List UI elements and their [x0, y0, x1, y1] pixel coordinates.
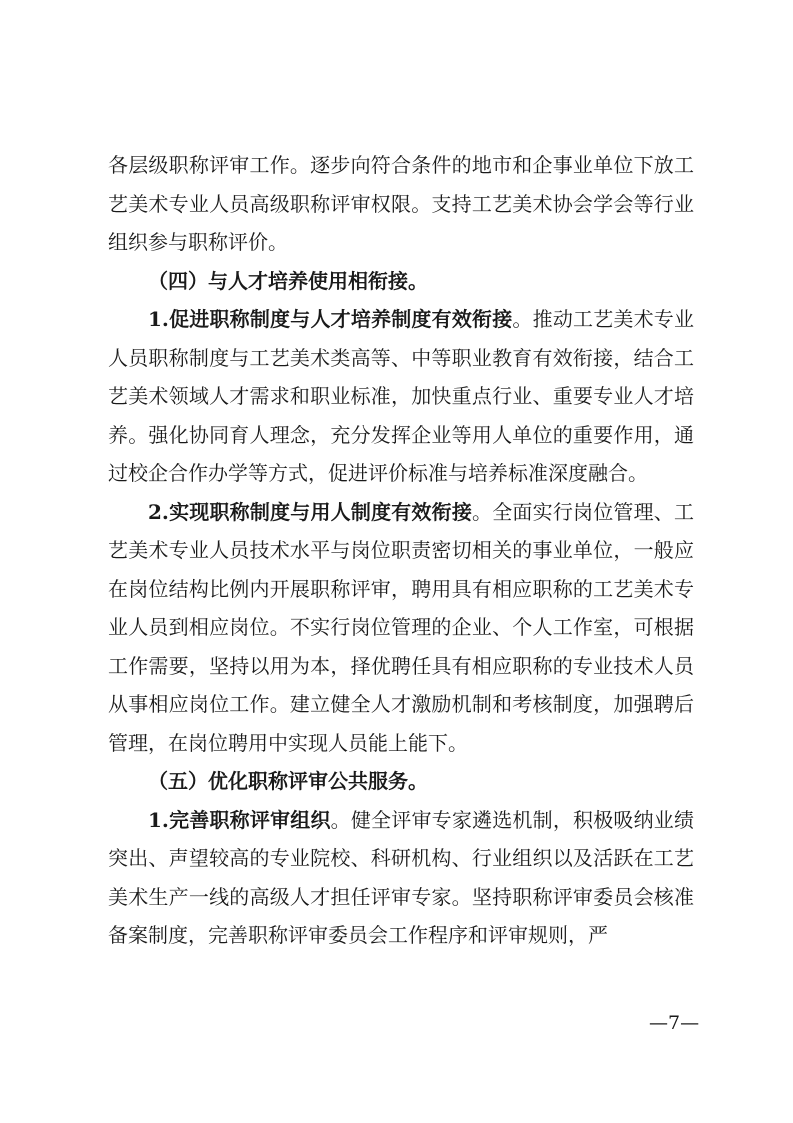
item-body-text: 。全面实行岗位管理、工艺美术专业人员技术水平与岗位职责密切相关的事业单位，一般应在岗位结构比例内开展职称评审，聘用具有相应职称的工艺美术专业人员到相应岗位。不实行岗位管理的企业、个人工作室，可根据工作需要，坚持以用为本，择优聘任具有相应职称的专业技术人员从事相应岗位工作。建立健全人才激励机制和考核制度，加强聘后管理，在岗位聘用中实现人员能上能下。: [108, 499, 694, 755]
section-heading-four: （四）与人才培养使用相衔接。: [148, 268, 428, 293]
item-body-text: 。推动工艺美术专业人员职称制度与工艺美术类高等、中等职业教育有效衔接，结合工艺美术领域人才需求和职业标准，加快重点行业、重要专业人才培养。强化协同育人理念，充分发挥企业等用人单位的重要作用，通过校企合作办学等方式，促进评价标准与培养标准深度融合。: [108, 307, 694, 485]
paragraph-item-1-organization: [108, 801, 694, 955]
item-lead-text: 2.实现职称制度与用人制度有效衔接: [148, 499, 473, 524]
item-lead-text: 1.促进职称制度与人才培养制度有效衔接: [148, 307, 513, 331]
page-number: —7—: [649, 1012, 700, 1034]
item-body-text: 。健全评审专家遴选机制，积极吸纳业绩突出、声望较高的专业院校、科研机构、行业组织以及活跃在工艺美术生产一线的高级人才担任评审专家。坚持职称评审委员会核准备案制度，完善职称评审委员会工作程序和评审规则，严: [108, 807, 694, 947]
paragraph-item-2-employment: [108, 493, 694, 763]
paragraph-item-1-training: [108, 300, 694, 493]
paragraph-continuation: 各层级职称评审工作。逐步向符合条件的地市和企事业单位下放工艺美术专业人员高级职称评审权限。支持工艺美术协会学会等行业组织参与职称评价。: [108, 153, 694, 254]
document-body: [108, 146, 694, 955]
section-heading-five: （五）优化职称评审公共服务。: [148, 769, 428, 793]
item-lead-text: 1.完善职称评审组织: [148, 807, 331, 832]
